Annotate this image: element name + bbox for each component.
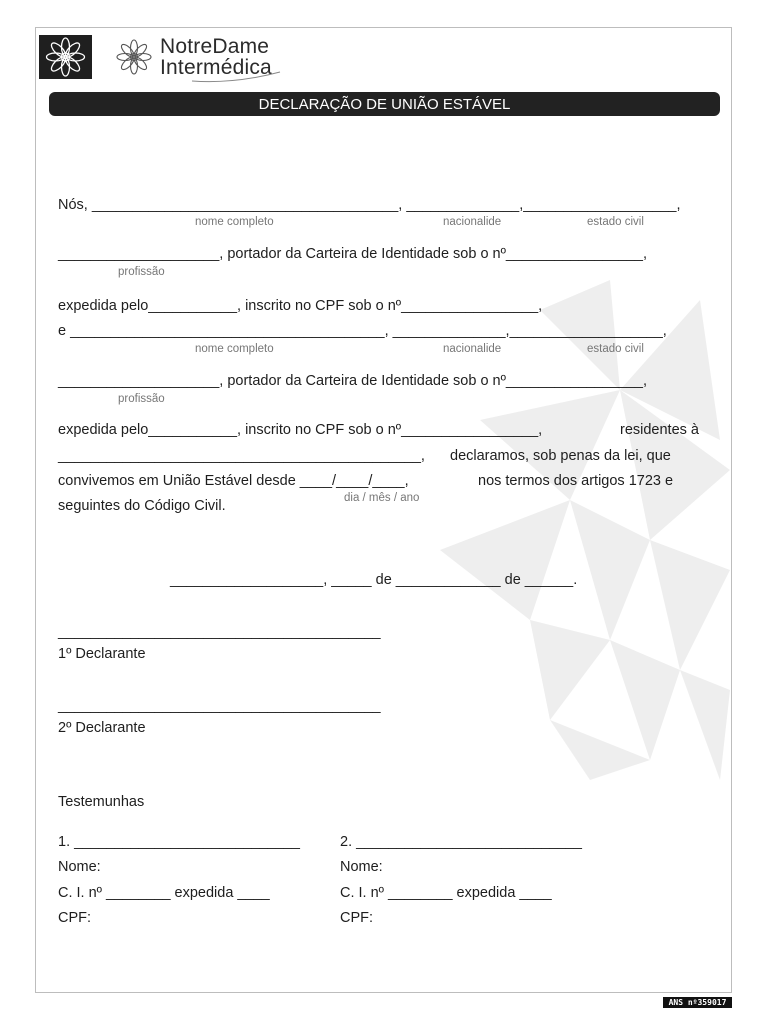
witnesses-title: Testemunhas (58, 794, 145, 810)
hint-estado-civil-1: estado civil (587, 216, 644, 228)
signature-line-2: ________________________________________ (58, 698, 381, 714)
witness-2-line: 2. ____________________________ (340, 834, 582, 850)
place-date-line: ___________________, _____ de _____________ de ______. (170, 572, 578, 588)
form-line-7-end: declaramos, sob penas da lei, que (450, 448, 671, 464)
hint-nacionalidade-1: nacionalide (443, 216, 502, 228)
form-line-5: ____________________, portador da Carteira de Identidade sob o nº_________________, (58, 373, 648, 389)
form-line-6-end: residentes à (620, 422, 699, 438)
witness-1-cpf: CPF: (58, 910, 92, 926)
hint-date: dia / mês / ano (344, 492, 420, 504)
brand-line1: NotreDame (160, 35, 270, 58)
logo-flower-icon (39, 35, 92, 79)
hint-nome-completo-2: nome completo (195, 343, 274, 355)
document-title: DECLARAÇÃO DE UNIÃO ESTÁVEL (49, 92, 720, 116)
witness-2-nome: Nome: (340, 859, 383, 875)
form-line-8: convivemos em União Estável desde ____/____/____, (58, 473, 409, 489)
ans-registration-badge: ANS nº359017 (663, 997, 732, 1008)
form-line-9: seguintes do Código Civil. (58, 498, 226, 514)
signature-line-1: ________________________________________ (58, 624, 381, 640)
declarante-1-label: 1º Declarante (58, 646, 146, 662)
brand-flower-icon (111, 36, 157, 83)
declarante-2-label: 2º Declarante (58, 720, 146, 736)
hint-estado-civil-2: estado civil (587, 343, 644, 355)
hint-nome-completo-1: nome completo (195, 216, 274, 228)
witness-1-ci: C. I. nº ________ expedida ____ (58, 885, 270, 901)
form-line-4: e _______________________________________, ______________,___________________, (58, 323, 667, 339)
brand-swoosh-icon (190, 70, 282, 84)
witness-2-ci: C. I. nº ________ expedida ____ (340, 885, 552, 901)
form-line-8-end: nos termos dos artigos 1723 e (478, 473, 674, 489)
form-line-6: expedida pelo___________, inscrito no CPF sob o nº_________________, (58, 422, 543, 438)
form-line-7: _____________________________________________, (58, 448, 425, 464)
form-line-2: ____________________, portador da Carteira de Identidade sob o nº_________________, (58, 246, 648, 262)
witness-2-cpf: CPF: (340, 910, 374, 926)
witness-1-nome: Nome: (58, 859, 101, 875)
form-line-3: expedida pelo___________, inscrito no CPF sob o nº_________________, (58, 298, 543, 314)
witness-1-line: 1. ____________________________ (58, 834, 300, 850)
brand-line2: Intermédica (160, 56, 272, 79)
form-line-1: Nós, ______________________________________, ______________,___________________, (58, 197, 681, 213)
hint-profissao-2: profissão (118, 393, 165, 405)
hint-nacionalidade-2: nacionalide (443, 343, 502, 355)
hint-profissao-1: profissão (118, 266, 165, 278)
